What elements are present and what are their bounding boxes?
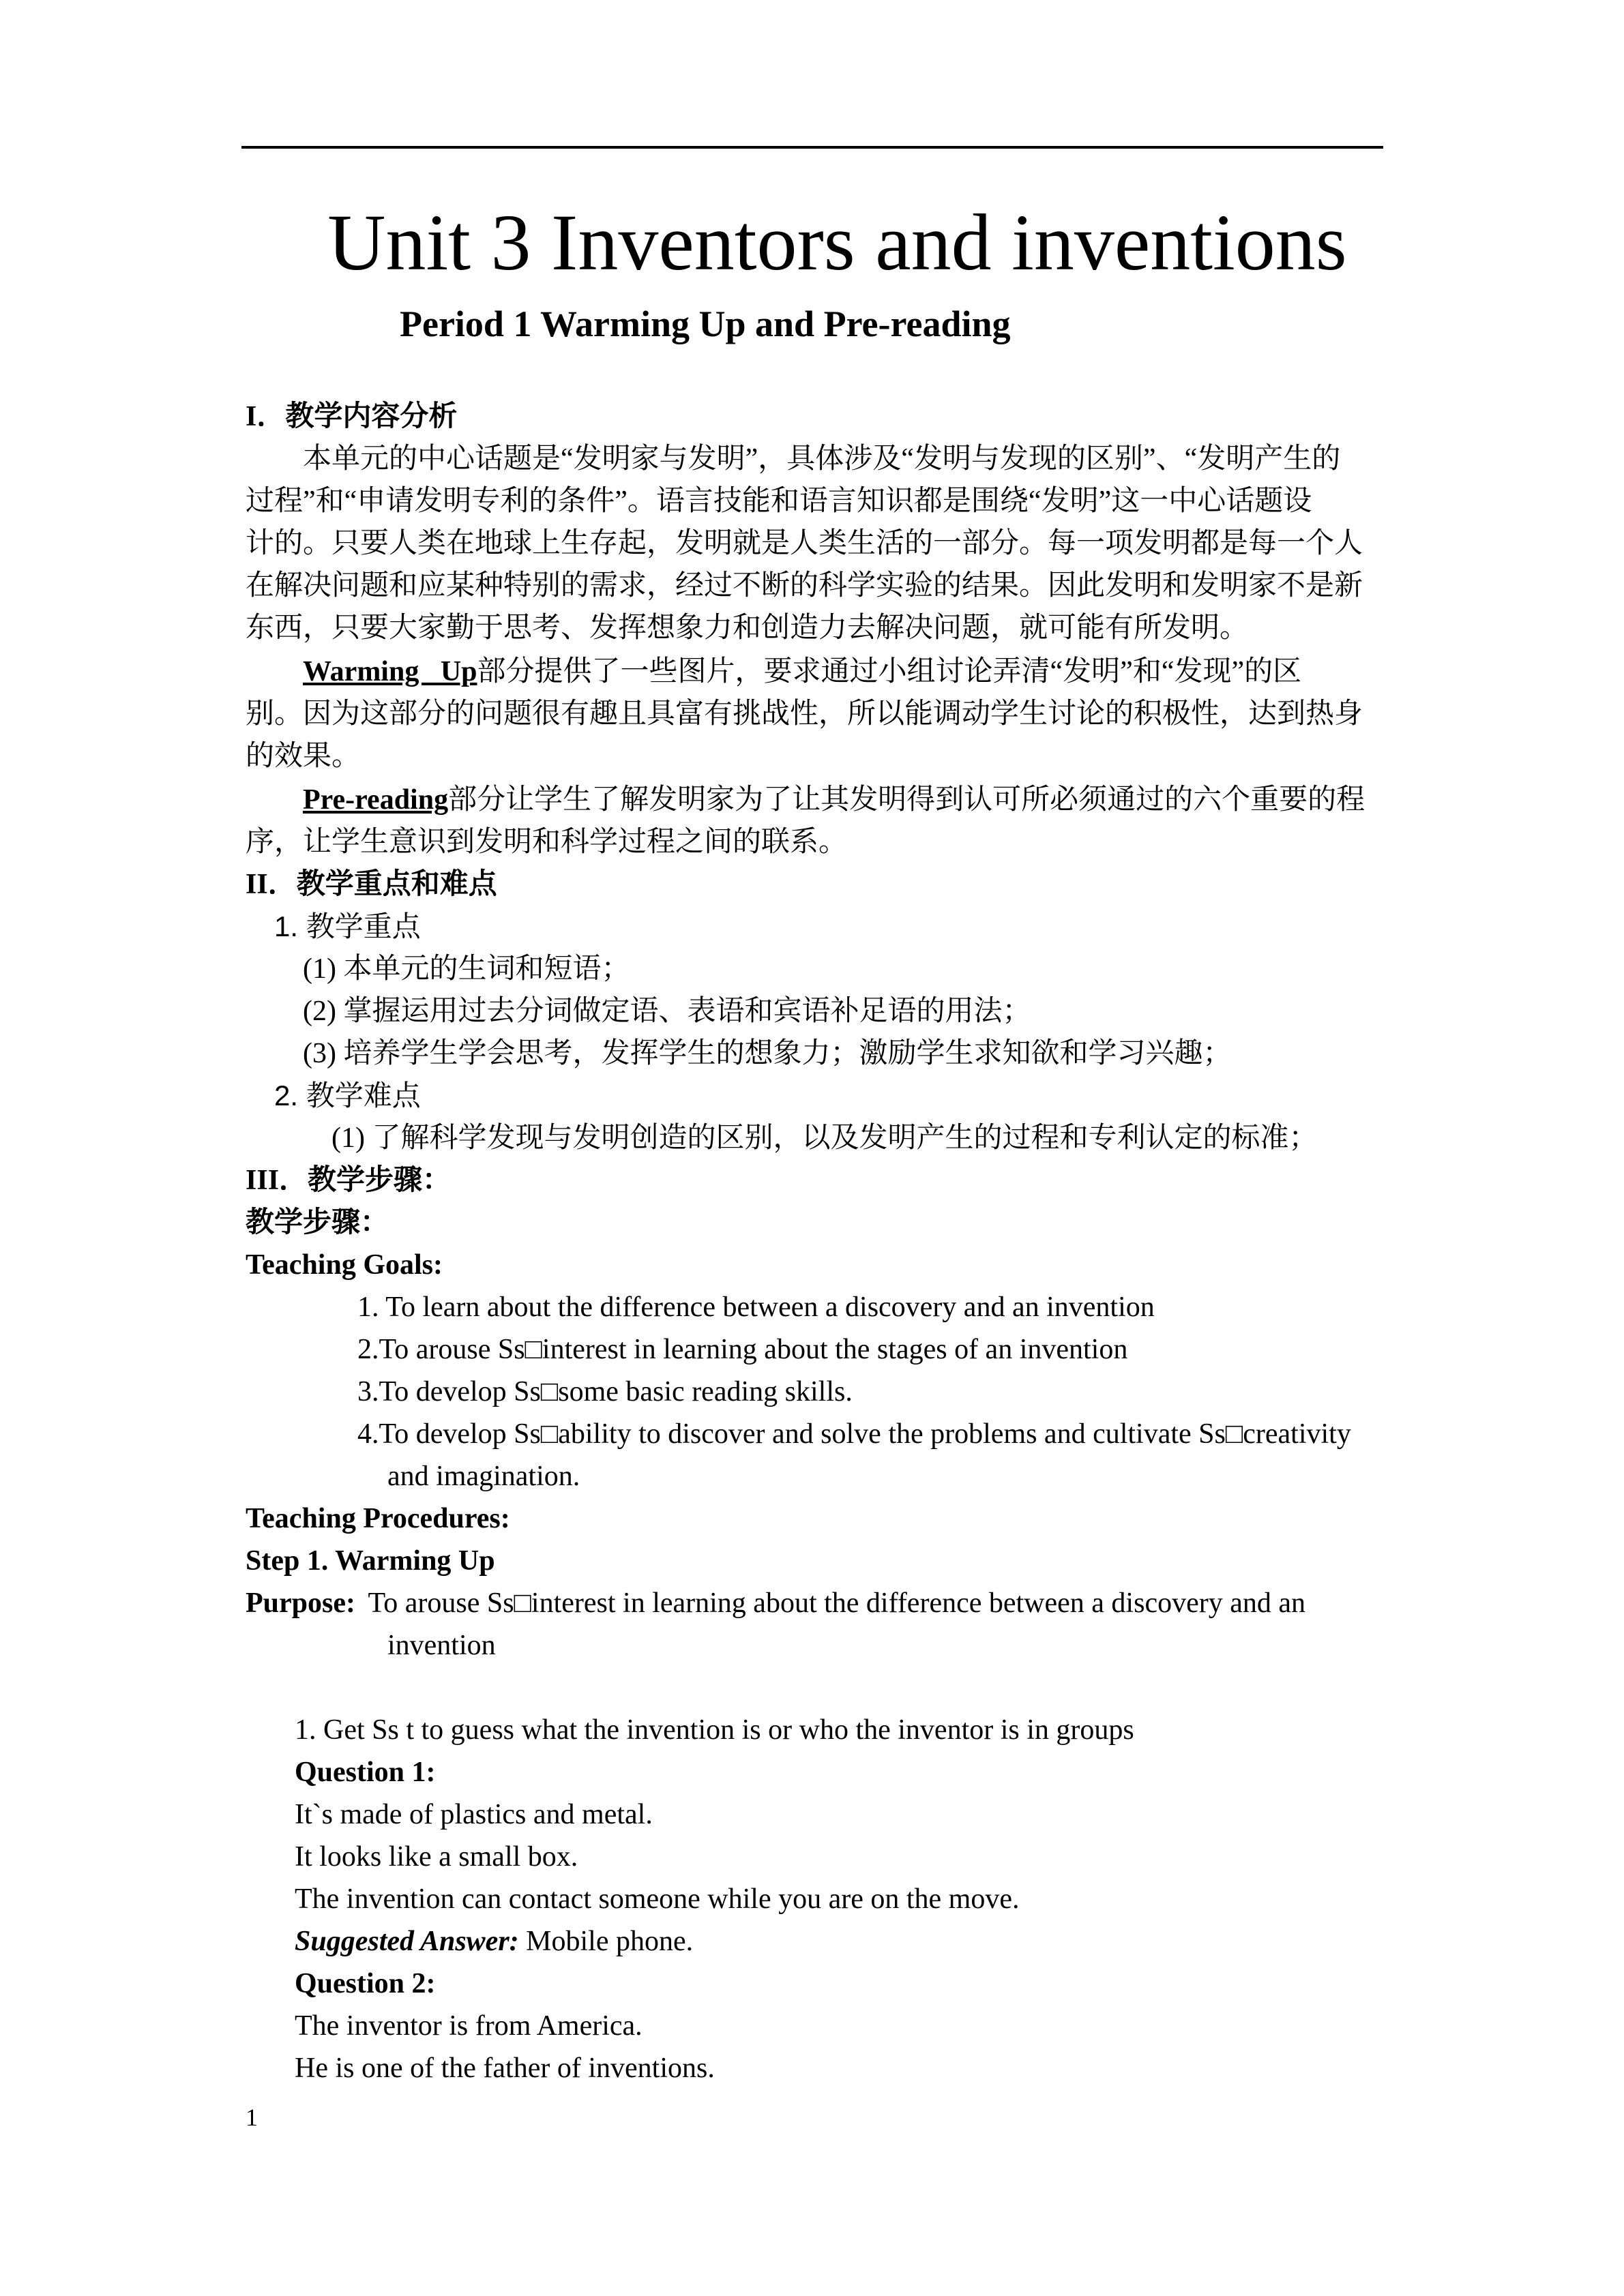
clue-line: It looks like a small box. [295, 1841, 578, 1873]
unit-title: Unit 3 Inventors and inventions [327, 198, 1347, 287]
header-rule [241, 146, 1383, 149]
purpose-line-continued: invention [387, 1630, 496, 1661]
clue-line: It`s made of plastics and metal. [295, 1799, 653, 1830]
section-3-heading: III．教学步骤： [246, 1165, 452, 1196]
teaching-goals-heading: Teaching Goals: [246, 1249, 443, 1281]
clue-line: The inventor is from America. [295, 2010, 643, 2042]
step-1-heading: Step 1. Warming Up [246, 1545, 495, 1577]
list-item: (2) 掌握运用过去分词做定语、表语和宾语补足语的用法； [303, 996, 1031, 1027]
paragraph-line [303, 779, 1365, 821]
paragraph-line: 序，让学生意识到发明和科学过程之间的联系。 [246, 826, 848, 858]
goal-item: 3.To develop Ss□some basic reading skills. [357, 1376, 853, 1407]
paragraph-line: 别。因为这部分的问题很有趣且具富有挑战性，所以能调动学生讨论的积极性，达到热身 [246, 698, 1363, 730]
suggested-answer-text: Mobile phone. [526, 1926, 694, 1957]
section-3-subheading: 教学步骤： [246, 1207, 389, 1238]
goal-item: 1. To learn about the difference between a discovery and an invention [357, 1292, 1155, 1323]
teaching-procedures-heading: Teaching Procedures: [246, 1503, 510, 1534]
key-points-heading: 1. 教学重点 [274, 910, 421, 942]
pre-reading-label: Pre-reading [303, 784, 449, 816]
question-2-label: Question 2: [295, 1968, 436, 1999]
paragraph-line: 东西，只要大家勤于思考、发挥想象力和创造力去解决问题，就可能有所发明。 [246, 612, 1249, 644]
paragraph-line: 在解决问题和应某种特别的需求，经过不断的科学实验的结果。因此发明和发明家不是新 [246, 570, 1363, 601]
paragraph-text: 部分提供了一些图片，要求通过小组讨论弄清“发明”和“发现”的区 [477, 656, 1302, 687]
list-item: (1) 本单元的生词和短语； [303, 953, 630, 985]
difficult-points-heading: 2. 教学难点 [274, 1079, 421, 1112]
goal-item: 2.To arouse Ss□interest in learning about the stages of an invention [357, 1334, 1128, 1365]
suggested-answer-line [295, 1920, 693, 1963]
page-number: 1 [246, 2104, 258, 2131]
section-1-heading: I．教学内容分析 [246, 401, 458, 432]
activity-instruction: 1. Get Ss t to guess what the invention is or who the inventor is in groups [295, 1714, 1134, 1746]
paragraph-line: 本单元的中心话题是“发明家与发明”，具体涉及“发明与发现的区别”、“发明产生的 [303, 443, 1341, 475]
goal-item: 4.To develop Ss□ability to discover and solve the problems and cultivate Ss□creativity [357, 1418, 1351, 1450]
goal-item-continued: and imagination. [387, 1461, 580, 1492]
purpose-label: Purpose: [246, 1587, 355, 1619]
list-item: (1) 了解科学发现与发明创造的区别，以及发明产生的过程和专利认定的标准； [331, 1122, 1318, 1154]
list-item: (3) 培养学生学会思考，发挥学生的想象力；激励学生求知欲和学习兴趣； [303, 1038, 1232, 1069]
clue-line: The invention can contact someone while you are on the move. [295, 1883, 1020, 1915]
section-2-heading: II．教学重点和难点 [246, 869, 497, 900]
purpose-line [246, 1582, 1305, 1624]
paragraph-line: 计的。只要人类在地球上生存起，发明就是人类生活的一部分。每一项发明都是每一个人 [246, 528, 1363, 559]
purpose-text: To arouse Ss□interest in learning about the difference between a discovery and an [368, 1587, 1305, 1619]
period-subtitle: Period 1 Warming Up and Pre-reading [400, 303, 1011, 344]
paragraph-text: 部分让学生了解发明家为了让其发明得到认可所必须通过的六个重要的程 [448, 784, 1365, 816]
suggested-answer-label: Suggested Answer: [295, 1926, 519, 1957]
warming-up-label: Warming Up [303, 656, 477, 687]
paragraph-line: 的效果。 [246, 741, 361, 772]
paragraph-line: 过程”和“申请发明专利的条件”。语言技能和语言知识都是围绕“发明”这一中心话题设 [246, 486, 1312, 517]
question-1-label: Question 1: [295, 1757, 436, 1788]
clue-line: He is one of the father of inventions. [295, 2053, 715, 2084]
paragraph-line [303, 651, 1301, 693]
